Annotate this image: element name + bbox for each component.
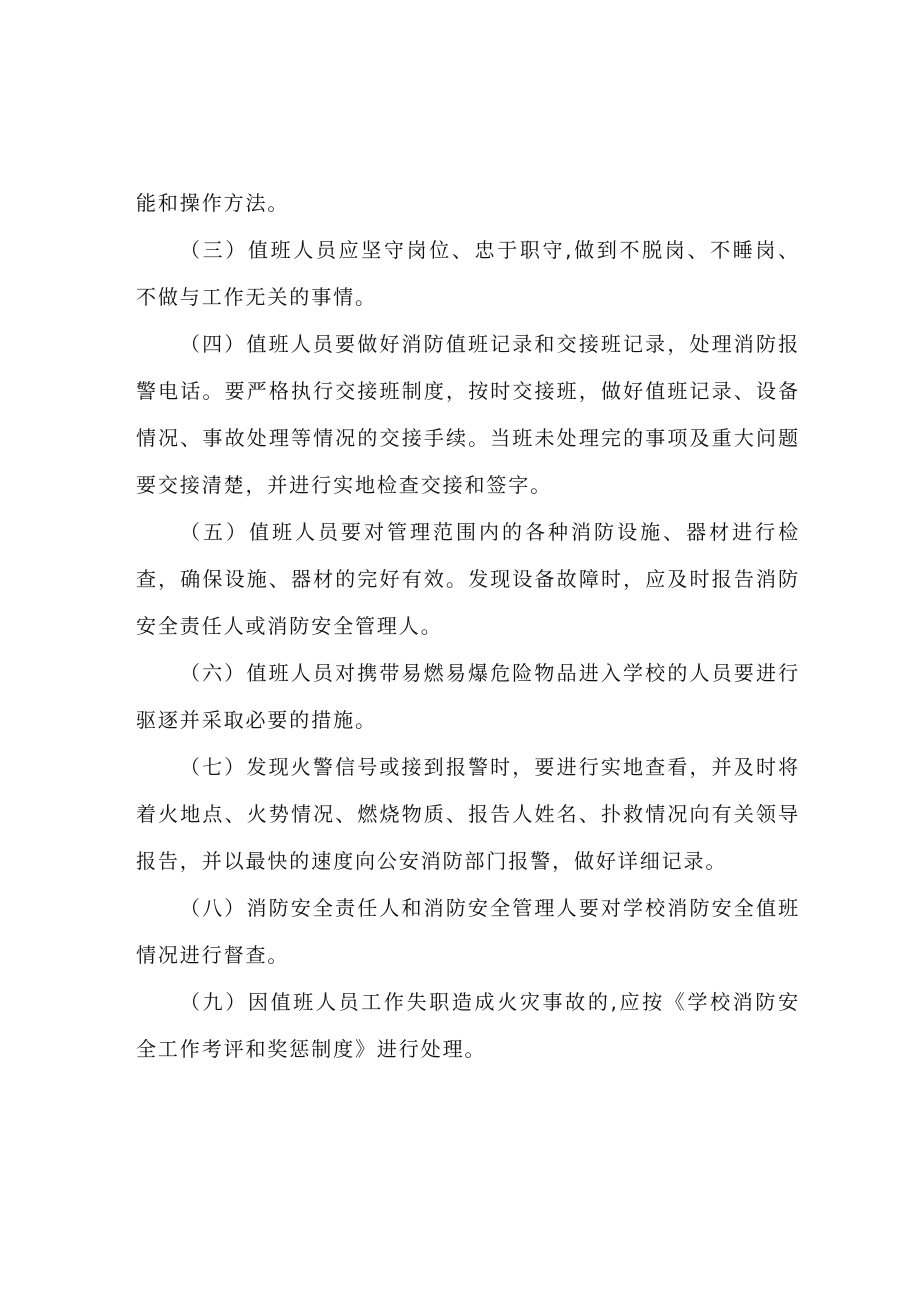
paragraph-item-5: （五）值班人员要对管理范围内的各种消防设施、器材进行检查，确保设施、器材的完好有效。发现设备故障时，应及时报告消防安全责任人或消防安全管理人。 xyxy=(136,520,800,638)
paragraph-item-4: （四）值班人员要做好消防值班记录和交接班记录，处理消防报警电话。要严格执行交接班制度，按时交接班，做好值班记录、设备情况、事故处理等情况的交接手续。当班未处理完的事项及重大问题要交接清楚，并进行实地检查交接和签字。 xyxy=(136,332,800,497)
paragraph-item-6: （六）值班人员对携带易燃易爆危险物品进入学校的人员要进行驱逐并采取必要的措施。 xyxy=(136,661,800,732)
paragraph-item-8: （八）消防安全责任人和消防安全管理人要对学校消防安全值班情况进行督查。 xyxy=(136,896,800,967)
paragraph-item-9: （九）因值班人员工作失职造成火灾事故的,应按《学校消防安全工作考评和奖惩制度》进行处理。 xyxy=(136,990,800,1061)
document-body xyxy=(136,180,800,1073)
paragraph-item-3: （三）值班人员应坚守岗位、忠于职守,做到不脱岗、不睡岗、不做与工作无关的事情。 xyxy=(136,238,800,309)
paragraph-item-7: （七）发现火警信号或接到报警时，要进行实地查看，并及时将着火地点、火势情况、燃烧物质、报告人姓名、扑救情况向有关领导报告，并以最快的速度向公安消防部门报警，做好详细记录。 xyxy=(136,755,800,873)
paragraph-continuation: 能和操作方法。 xyxy=(136,191,290,215)
